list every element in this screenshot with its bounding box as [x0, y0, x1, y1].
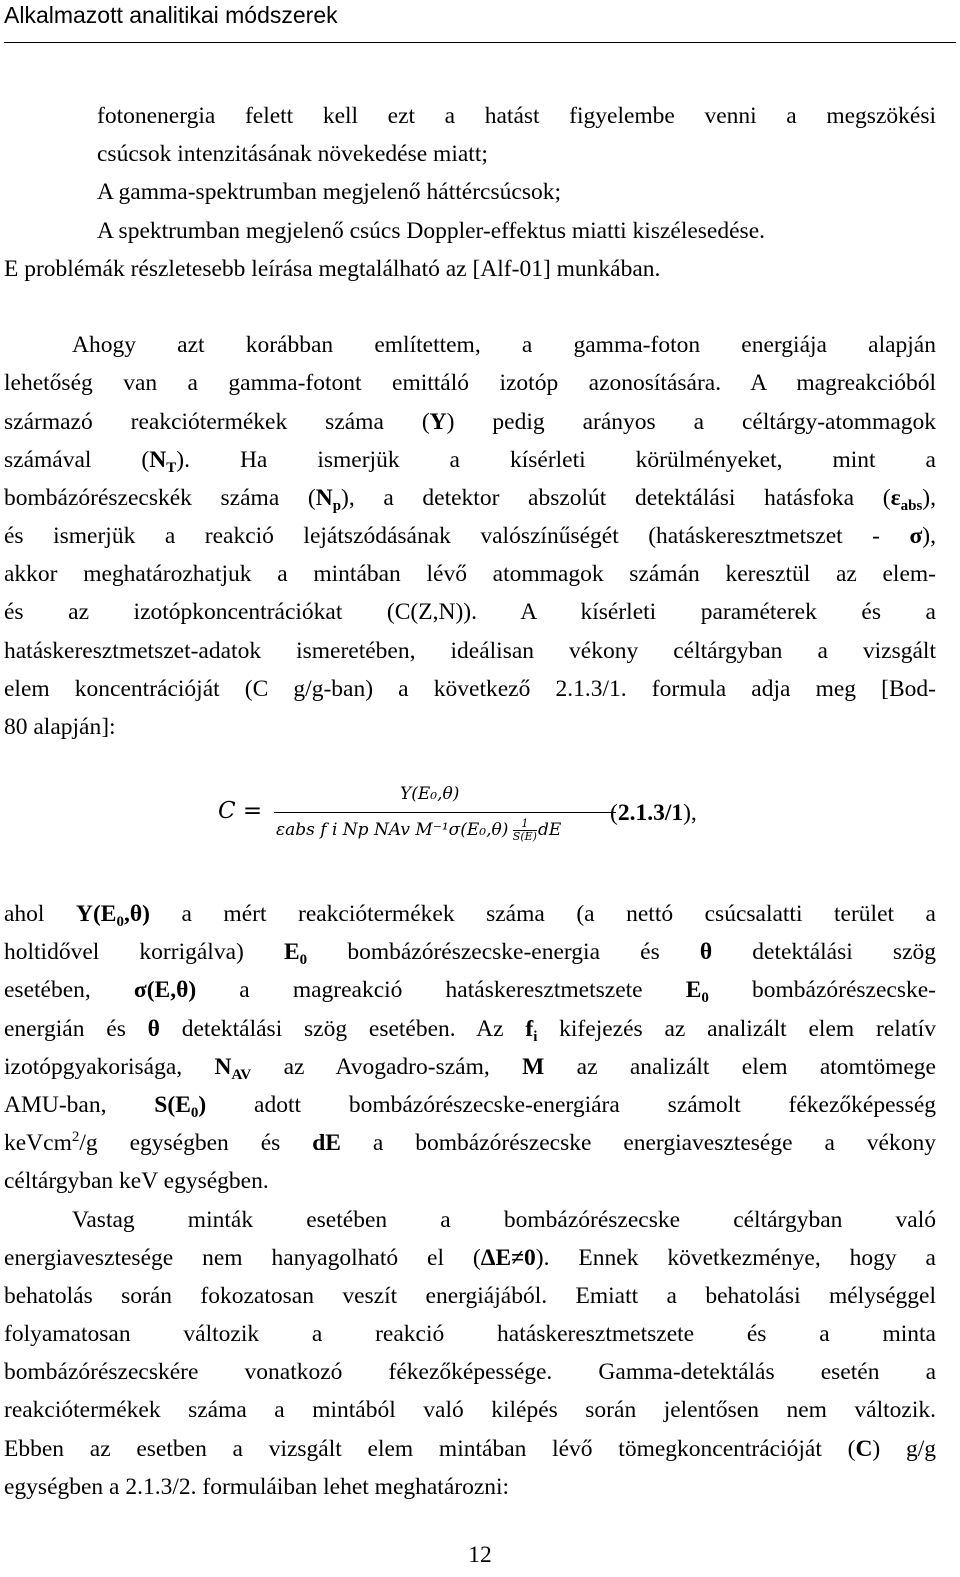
p2-line-8: céltárgyban keV egységben. [4, 1168, 269, 1195]
p2-line-7: keVcm$^2$/g egységben és dE a bombázórészecske energiavesztesége a vékony [4, 1129, 936, 1157]
p3-line-7: Ebben az esetben a vizsgált elem mintában lévő tömegkoncentrációját (C) g/g [4, 1435, 937, 1462]
p2-line-6: AMU-ban, $S(E_0)$ adott bombázórészecske-energiára számolt fékezőképesség [4, 1091, 936, 1121]
p3-line-5: bombázórészecskére vonatkozó fékezőképessége. Gamma-detektálás esetén a [4, 1359, 936, 1386]
paragraph-0: E problémák részletesebb leírása megtalálható az [Alf-01] munkában. [4, 255, 661, 282]
formula-lhs: C = [218, 798, 263, 824]
running-title: Alkalmazott analitikai módszerek [4, 2, 338, 28]
p1-line-8: és az izotópkoncentrációkat (C(Z,N)). A kísérleti paraméterek és a [4, 599, 936, 626]
p3-line-2: energiavesztesége nem hanyagolható el (ΔE≠0). Ennek következménye, hogy a [4, 1244, 936, 1271]
body-text [4, 97, 936, 746]
p3-line-8: egységben a 2.1.3/2. formuláiban lehet meghatározni: [4, 1473, 510, 1500]
p1-line-11: 80 alapján]: [4, 714, 116, 740]
body-text-2 [4, 895, 936, 1506]
p1-line-6: és ismerjük a reakció lejátszódásának valószínűségét (hatáskeresztmetszet - σ), [4, 523, 936, 550]
inverse-stopping-fraction: $\frac{1}{S(E)}$ [512, 817, 537, 843]
p3-line-3: behatolás során fokozatosan veszít energiájából. Emiatt a behatolási mélységgel [4, 1282, 936, 1309]
p2-line-1: ahol $Y(E_0,\theta)$ a mért reakciótermékek száma (a nettó csúcsalatti terület a [4, 901, 936, 930]
p3-line-4: folyamatosan változik a reakció hatáskeresztmetszete és a minta [4, 1321, 936, 1348]
p3-line-1: Vastag minták esetében a bombázórészecske céltárgyban való [72, 1206, 936, 1233]
p1-line-4: számával $(N_T)$. Ha ismerjük a kísérleti körülményeket, mint a [4, 446, 936, 476]
bullet-3: A spektrumban megjelenő csúcs Doppler-effektus miatti kiszélesedése. [97, 217, 765, 244]
formula-denominator: εabs f i Np NAv M⁻¹σ(E₀,θ) $\frac{1}{S(E)}$ dE [276, 817, 562, 843]
page-header [4, 0, 956, 43]
p2-line-5: izotópgyakorisága, $N_{AV}$ az Avogadro-szám, M az analizált elem atomtömege [4, 1053, 936, 1083]
p1-line-3: származó reakciótermékek száma (Y) pedig arányos a céltárgy-atommagok [4, 408, 936, 435]
p1-line-2: lehetőség van a gamma-fotont emittáló izotóp azonosítására. A magreakcióból [4, 370, 936, 397]
formula-numerator: Y(E₀,θ) [400, 784, 460, 804]
p2-line-2: holtidővel korrigálva) $E_0$ bombázórészecske-energia és θ detektálási szög [4, 939, 936, 969]
bullet-1-cont-line-1: fotonenergia felett kell ezt a hatást figyelembe venni a megszökési [97, 103, 936, 129]
formula-2-1-3-1 [218, 784, 738, 854]
p3-line-6: reakciótermékek száma a mintából való kilépés során jelentősen nem változik. [4, 1397, 936, 1424]
p1-line-1: Ahogy azt korábban említettem, a gamma-foton energiája alapján [72, 332, 936, 359]
p1-line-5: bombázórészecskék száma $(N_p)$, a detektor abszolút detektálási hatásfoka $(\varepsilon_{abs})$, [4, 484, 936, 514]
page-number: 12 [468, 1542, 492, 1568]
p2-line-3: esetében, σ(E,θ) a magreakció hatáskeresztmetszete $E_0$ bombázórészecske- [4, 977, 936, 1007]
p2-line-4: energián és θ detektálási szög esetében. Az $f_i$ kifejezés az analizált elem relatív [4, 1015, 936, 1045]
fraction-bar [274, 812, 616, 813]
bullet-1-cont-line-2: csúcsok intenzitásának növekedése miatt; [97, 141, 488, 168]
paragraph-gap [4, 288, 936, 326]
p1-line-9: hatáskeresztmetszet-adatok ismeretében, ideálisan vékony céltárgyban a vizsgált [4, 637, 936, 664]
bullet-2: A gamma-spektrumban megjelenő háttércsúcsok; [97, 179, 561, 206]
p1-line-7: akkor meghatározhatjuk a mintában lévő atommagok számán keresztül az elem- [4, 561, 936, 588]
p1-line-10: elem koncentrációját (C g/g-ban) a következő 2.1.3/1. formula adja meg [Bod- [4, 675, 936, 702]
formula-label: (2.1.3/1), [610, 800, 697, 826]
